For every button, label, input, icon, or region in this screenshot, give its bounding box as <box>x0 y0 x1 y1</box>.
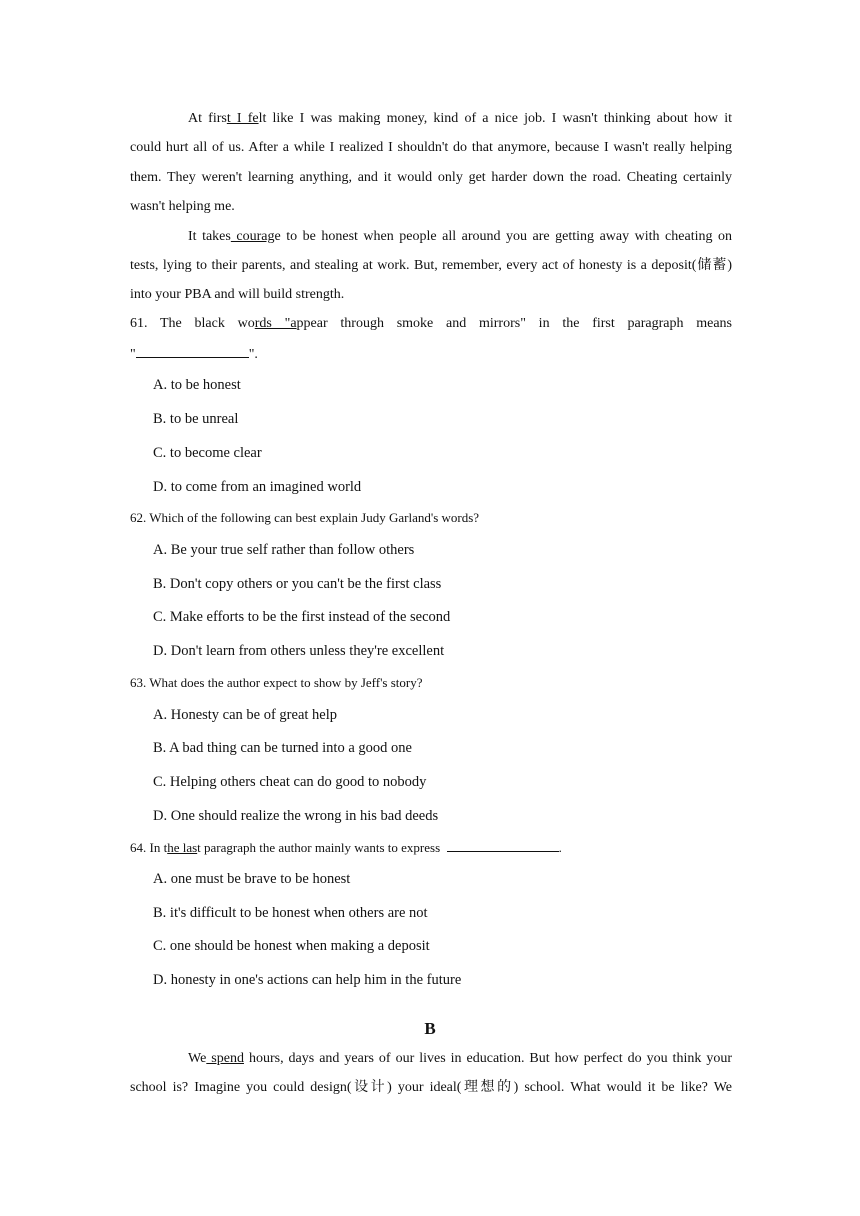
section-heading: B <box>424 1019 436 1038</box>
text-run: . <box>558 840 562 855</box>
option-c: C. Make efforts to be the first instead of the second <box>153 609 451 625</box>
option-b: B. A bad thing can be turned into a good one <box>153 740 412 756</box>
option-c: C. to become clear <box>153 445 262 461</box>
option-a: A. to be honest <box>153 377 241 393</box>
underlined-text: he las <box>167 840 198 855</box>
underlined-text: spend <box>206 1051 244 1066</box>
passage-line: wasn't helping me. <box>130 199 235 214</box>
underlined-text: t I fe <box>226 111 259 126</box>
option-d: D. Don't learn from others unless they're excellent <box>153 643 445 659</box>
option-b: B. it's difficult to be honest when others are not <box>153 905 428 921</box>
question-stem: 63. What does the author expect to show by Jeff's story? <box>130 675 423 690</box>
answer-blank <box>136 344 249 358</box>
passage-line: tests, lying to their parents, and stealing at work. But, remember, every act of honesty is a deposit(储蓄) <box>130 258 732 273</box>
option-b: B. to be unreal <box>153 411 239 427</box>
passage-line <box>188 1050 732 1068</box>
text-run: ppear through smoke and mirrors" in the first paragraph means <box>296 316 732 331</box>
text-run: ". <box>248 347 258 362</box>
option-d: D. to come from an imagined world <box>153 479 362 495</box>
option-a: A. Honesty can be of great help <box>153 707 338 723</box>
underlined-text: courag <box>230 229 275 244</box>
text-run: lt like I was making money, kind of a nice job. I wasn't thinking about how it <box>258 111 732 126</box>
option-a: A. one must be brave to be honest <box>153 871 351 887</box>
question-stem <box>130 315 732 333</box>
option-d: D. One should realize the wrong in his bad deeds <box>153 808 439 824</box>
option-a: A. Be your true self rather than follow others <box>153 542 415 558</box>
question-stem-cont <box>130 344 732 364</box>
question-stem: 62. Which of the following can best explain Judy Garland's words? <box>130 510 480 525</box>
passage-line: into your PBA and will build strength. <box>130 287 345 302</box>
text-run: At firs <box>188 111 227 126</box>
option-c: C. Helping others cheat can do good to nobody <box>153 774 427 790</box>
text-run: " <box>130 347 136 362</box>
question-stem <box>130 838 562 857</box>
text-run: t paragraph the author mainly wants to express <box>197 840 441 855</box>
text-run: We <box>188 1051 207 1066</box>
underlined-text: rds "a <box>254 316 297 331</box>
text-run: hours, days and years of our lives in education. But how perfect do you think your <box>243 1051 732 1066</box>
text-run: It takes <box>188 229 231 244</box>
passage-line: them. They weren't learning anything, and it would only get harder down the road. Cheating certainly <box>130 170 732 185</box>
passage-line: school is? Imagine you could design(设计) your ideal(理想的) school. What would it be like? We <box>130 1080 732 1095</box>
passage-line: could hurt all of us. After a while I realized I shouldn't do that anymore, because I wasn't really helping <box>130 140 732 155</box>
text-run: 61. The black wo <box>130 316 255 331</box>
passage-line <box>188 110 732 128</box>
passage-line <box>188 228 732 246</box>
option-b: B. Don't copy others or you can't be the first class <box>153 576 442 592</box>
text-run: 64. In t <box>130 840 168 855</box>
answer-blank <box>447 838 559 852</box>
option-c: C. one should be honest when making a deposit <box>153 938 430 954</box>
option-d: D. honesty in one's actions can help him in the future <box>153 972 462 988</box>
text-run: e to be honest when people all around you are getting away with cheating on <box>274 229 732 244</box>
